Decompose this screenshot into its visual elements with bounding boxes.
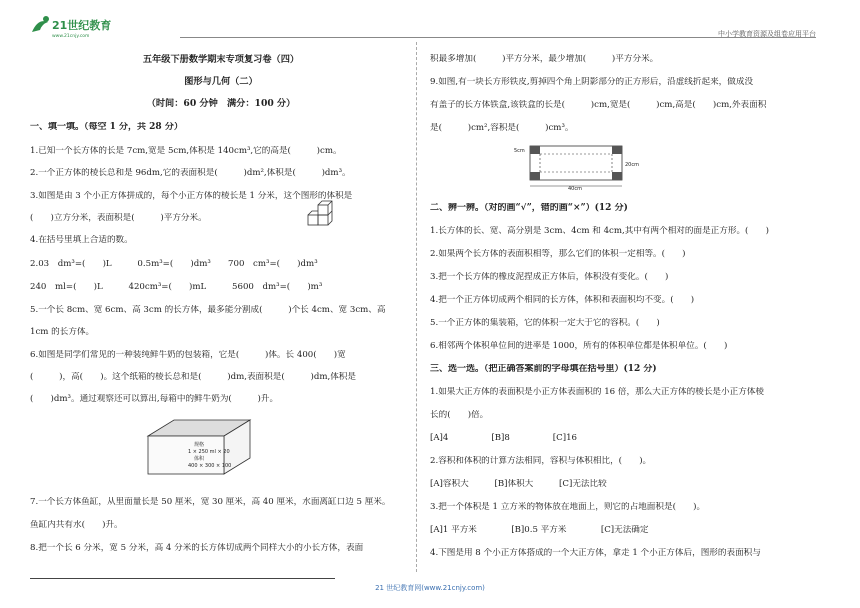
footer-rule <box>30 578 335 579</box>
question-8-line-1: 8.把一个长 6 分米，宽 5 分米，高 4 分米的长方体切成两个同样大小的小长方体，表面 <box>30 543 364 553</box>
question-6-line-1: 6.如图是同学们常见的一种装纯鲜牛奶的包装箱，它是( )体。长 400( )宽 <box>30 350 346 360</box>
question-8-line-2: 积最多增加( )平方分米，最少增加( )平方分米。 <box>430 54 659 64</box>
section-judge: 二、辨一辨。（对的画“√”，错的画“×”）(12 分) <box>430 203 628 213</box>
judge-2: 2.如果两个长方体的表面积相等，那么它们的体积一定相等。( ) <box>430 249 686 259</box>
exam-subtitle: 图形与几何（二） <box>184 76 258 87</box>
exam-time: （时间：60 分钟 满分：100 分） <box>146 98 296 109</box>
choice-1-line-1: 1.如果大正方体的表面积是小正方体表面积的 16 倍，那么大正方体的棱长是小正方体棱 <box>430 387 764 397</box>
question-1: 1.已知一个长方体的长是 7cm,宽是 5cm,体积是 140cm³,它的高是( )cm。 <box>30 146 342 156</box>
page-header <box>0 0 860 39</box>
judge-6: 6.相邻两个体积单位间的进率是 1000，所有的体积单位都是体积单位。( ) <box>430 341 728 351</box>
sheet-figure <box>514 142 644 192</box>
judge-1: 1.长方体的长、宽、高分别是 3cm、4cm 和 4cm,其中有两个相对的面是正方形。( ) <box>430 226 769 236</box>
choice-2-options: [A]容积大 [B]体积大 [C]无法比较 <box>430 479 607 489</box>
question-4-row-2: 240 ml=( )L 420cm³=( )mL 5600 dm³=( )m³ <box>30 282 323 292</box>
choice-4: 4.下图是用 8 个小正方体搭成的一个大正方体，拿走 1 个小正方体后，图形的表面积与 <box>430 548 761 558</box>
judge-3: 3.把一个长方体的橡皮泥捏成正方体后，体积没有变化。( ) <box>430 272 669 282</box>
question-7-line-1: 7.一个长方体鱼缸，从里面量长是 50 厘米，宽 30 厘米，高 40 厘米，水面离缸口边 5 厘米。 <box>30 497 391 507</box>
question-9-line-1: 9.如图,有一块长方形铁皮,剪掉四个角上阴影部分的正方形后，沿虚线折起来，做成没 <box>430 77 754 87</box>
question-9-line-2: 有盖子的长方体铁盒,该铁盒的长是( )cm,宽是( )cm,高是( )cm,外表面积 <box>430 100 767 110</box>
question-2: 2.一个正方体的棱长总和是 96dm,它的表面积是( )dm²,体积是( )dm³。 <box>30 168 351 178</box>
svg-text:体积: 体积 <box>194 456 205 462</box>
fig-label-length: 40cm <box>568 186 582 192</box>
exam-title: 五年级下册数学期末专项复习卷（四） <box>142 54 300 65</box>
question-6-line-3: ( )dm³。通过观察还可以算出,每箱中的鲜牛奶为( )升。 <box>30 394 279 404</box>
question-6-line-2: ( )，高( )。这个纸箱的棱长总和是( )dm,表面积是( )dm,体积是 <box>30 372 356 382</box>
section-choose: 三、选一选。（把正确答案前的字母填在括号里）(12 分) <box>430 364 657 374</box>
header-right-text: 中小学教育资源及组卷应用平台 <box>718 30 816 38</box>
fig-label-height: 20cm <box>625 162 639 168</box>
judge-4: 4.把一个正方体切成两个相同的长方体，体积和表面积均不变。( ) <box>430 295 695 305</box>
question-5-line-2: 1cm 的长方体。 <box>30 327 95 337</box>
choice-3-options: [A]1 平方米 [B]0.5 平方米 [C]无法确定 <box>430 525 649 535</box>
question-5-line-1: 5.一个长 8cm、宽 6cm、高 3cm 的长方体，最多能分割成( )个长 4cm、宽 3cm、高 <box>30 305 386 315</box>
choice-1-line-2: 长的( )倍。 <box>430 410 489 420</box>
logo-sub: www.21cnjy.com <box>52 34 90 39</box>
judge-5: 5.一个正方体的集装箱，它的体积一定大于它的容积。( ) <box>430 318 660 328</box>
header-rule <box>180 37 816 38</box>
logo-21cnjy <box>30 14 160 40</box>
footer-text: 21 世纪教育网(www.21cnjy.com) <box>375 584 485 592</box>
svg-text:1 × 250 ml × 20: 1 × 250 ml × 20 <box>188 449 230 455</box>
question-4: 4.在括号里填上合适的数。 <box>30 235 133 245</box>
question-4-row-1: 2.03 dm³=( )L 0.5m³=( )dm³ 700 cm³=( )dm³ <box>30 259 318 269</box>
choice-1-options: [A]4 [B]8 [C]16 <box>430 433 578 443</box>
question-7-line-2: 鱼缸内共有水( )升。 <box>30 520 123 530</box>
cubes-figure <box>306 200 336 228</box>
choice-3: 3.把一个体积是 1 立方米的物体放在地面上，则它的占地面积是( )。 <box>430 502 706 512</box>
question-3-line-2: ( )立方分米，表面积是( )平方分米。 <box>30 213 207 223</box>
column-divider <box>416 42 417 572</box>
choice-2: 2.容积和体积的计算方法相同，容积与体积相比，( )。 <box>430 456 652 466</box>
question-9-line-3: 是( )cm²,容积是( )cm³。 <box>430 123 574 133</box>
svg-text:400 × 300 × 100: 400 × 300 × 100 <box>188 463 232 469</box>
fig-label-width: 5cm <box>514 148 525 154</box>
question-3-line-1: 3.如图是由 3 个小正方体拼成的，每个小正方体的棱长是 1 分米，这个图形的体积是 <box>30 191 353 201</box>
svg-text:规格: 规格 <box>194 442 205 448</box>
milk-box-figure <box>144 416 254 480</box>
section-fill-in: 一、填一填。（每空 1 分，共 28 分） <box>30 122 183 132</box>
logo-text: 21世纪教育 <box>52 19 112 32</box>
